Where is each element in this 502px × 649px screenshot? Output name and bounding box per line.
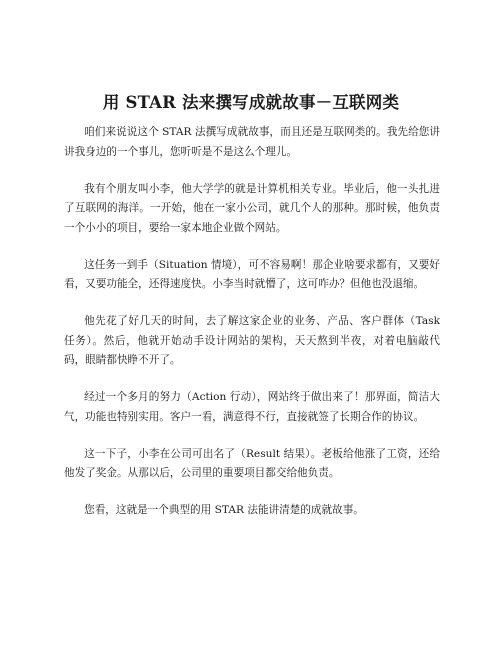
- paragraph-background: 我有个朋友叫小李，他大学学的就是计算机相关专业。毕业后，他一头扎进了互联网的海洋。一开始，他在一家小公司，就几个人的那种。那时候，他负责一个小小的项目，要给一家本地企业做个网站。: [64, 182, 440, 234]
- document-body: [64, 123, 440, 538]
- paragraph-result: 这一下子，小李在公司可出名了（Result 结果）。老板给他涨了工资，还给他发了奖金。从那以后，公司里的重要项目都交给他负责。: [64, 447, 440, 479]
- paragraph-conclusion: 您看，这就是一个典型的用 STAR 法能讲清楚的成就故事。: [84, 504, 364, 516]
- paragraph-task: 他先花了好几天的时间，去了解这家企业的业务、产品、客户群体（Task 任务）。然后，他就开始动手设计网站的架构，天天熬到半夜，对着电脑敲代码，眼睛都快睁不开了。: [64, 315, 440, 366]
- paragraph-situation: 这任务一到手（Situation 情境），可不容易啊！那企业啥要求都有，又要好看，又要功能全，还得速度快。小李当时就懵了，这可咋办？但他也没退缩。: [64, 258, 440, 290]
- paragraph-action: 经过一个多月的努力（Action 行动），网站终于做出来了！那界面，简洁大气，功能也特别实用。客户一看，满意得不行，直接就签了长期合作的协议。: [64, 391, 440, 423]
- paragraph-intro: 咱们来说说这个 STAR 法撰写成就故事，而且还是互联网类的。我先给您讲讲我身边的一个事儿，您听听是不是这么个理儿。: [64, 126, 440, 158]
- document-title: 用 STAR 法来撰写成就故事－互联网类: [102, 93, 400, 112]
